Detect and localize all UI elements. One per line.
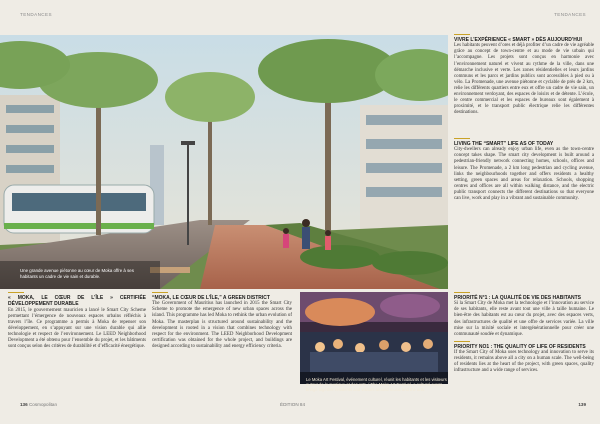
page-number-left: 136: [20, 402, 28, 407]
section-priorite: [454, 292, 594, 375]
page-number-right: 139: [578, 402, 586, 407]
festival-caption: Le Moka Art Festival, événement culturel, réunit les habitants et les visiteurs autour de la musique et des arts. / The Moka Art Festival, a cultural event, brings together residents and visitors around music and the arts.: [306, 377, 447, 393]
accent-rule: [454, 138, 470, 139]
accent-rule: [454, 341, 470, 342]
festival-photo: [300, 292, 448, 384]
accent-rule: [152, 292, 168, 293]
section-vivre: [454, 34, 594, 116]
section-title: LIVING THE “SMART” LIFE AS OF TODAY: [454, 141, 554, 147]
hero-caption: Une grande avenue piétonne au cœur de Moka offre à ses habitants un cadre de vie sain et durable.: [20, 268, 134, 279]
magazine-name: Cosmopolitan: [28, 402, 58, 407]
section-moka-en: [152, 292, 292, 350]
accent-rule: [454, 34, 470, 35]
section-title: PRIORITY NO1 : THE QUALITY OF LIFE OF RESIDENTS: [454, 343, 586, 350]
footer-center: ÉDITION 84: [280, 402, 306, 407]
running-head-right: TENDANCES: [554, 12, 586, 17]
section-body: City-dwellers can already enjoy urban life, even as the town-centre concept takes shape. The smart city development is built around a pedestrian-friendly network connecting homes, schools, offices and leisure. The Promenade, a 2 km long pedestrian and cycling avenue, links the neighbourhoods together and offers residents a healthy setting, green spaces and areas for relaxation. Schools, shopping centres and offices are all within walking distance, and the electric public transport connects the different destinations so that everyone can live, work and play in a vibrant and sustainable community.: [454, 147, 594, 202]
section-title: VIVRE L’EXPÉRIENCE « SMART » DÈS AUJOURD’HUI: [454, 37, 582, 43]
hero-photo: [0, 35, 448, 289]
section-body: Les habitants peuvent d’ores et déjà profiter d’un cadre de vie agréable grâce au concept de town-centre et au mode de vie urbain qui l’accompagne. Les projets sont conçus en harmonie avec l’environnement naturel et vivent au rythme de la ville, dans une démarche inclusive et verte. Les zones résidentielles et leurs jardins communs et les parcs et jardins publics sont accessibles à pied ou à vélo. La Promenade, une avenue piétonne et cyclable de près de 2 km, relie les différents quartiers entre eux et offre un cadre de vie sain, un environnement verdoyant, des espaces de loisirs et de détente. L’école, le centre commercial et les espaces de bureaux sont également à proximité, et le transport public électrique relie les différentes destinations.: [454, 43, 594, 116]
section-body: If the Smart City of Moka uses technology and innovation to serve its residents, it remains above all a city on a human scale. The well-being of residents lies at the heart of the project, with green spaces, quality infrastructure and a wide range of services.: [454, 350, 594, 374]
section-body: Si la Smart City de Moka met la technologie et l’innovation au service de ses habitants, elle reste avant tout une ville à taille humaine. Le bien-être des habitants est au cœur du projet, avec des espaces verts, des infrastructures de qualité et une offre de services variée. La ville mise sur la mixité sociale et intergénérationnelle pour créer une communauté soudée et dynamique.: [454, 301, 594, 337]
running-head-left: TENDANCES: [20, 12, 52, 17]
footer-left: [20, 402, 57, 407]
section-body: En 2015, le gouvernement mauricien a lancé le Smart City Scheme permettant l’émergence de nouveaux espaces urbains réfléchis à travers l’île. Ce programme a permis à Moka de repenser son développement, en s’appuyant sur une vision durable qui allie technologie et respect de l’environnement. Le LEED Neighborhood Development a été obtenu pour l’ensemble du projet, et les bâtiments sont conçus selon des critères de durabilité et d’efficacité énergétique.: [8, 307, 146, 350]
section-living: [454, 138, 594, 202]
section-title: « MOKA, LE CŒUR DE L’ÎLE » CERTIFIÉE DÉVELOPPEMENT DURABLE: [8, 295, 146, 308]
footer-right: [578, 402, 586, 407]
accent-rule: [8, 292, 24, 293]
section-moka-fr: [8, 292, 146, 350]
section-body: The Government of Mauritius has launched in 2015 the Smart City Scheme to promote the emergence of new urban spaces across the island. This programme has led Moka to rethink the urban evolution of Moka. The masterplan is structured around sustainability and the development is rooted in a vision that combines technology with respect for the environment. The LEED Neighborhood Development certification was obtained for the whole project, and buildings are designed according to sustainability and energy efficiency criteria.: [152, 301, 292, 349]
section-title: PRIORITÉ N°1 : LA QUALITÉ DE VIE DES HABITANTS: [454, 295, 582, 301]
accent-rule: [454, 292, 470, 293]
section-title: “MOKA, LE CŒUR DE L’ÎLE,” A GREEN DISTRICT: [152, 295, 270, 301]
